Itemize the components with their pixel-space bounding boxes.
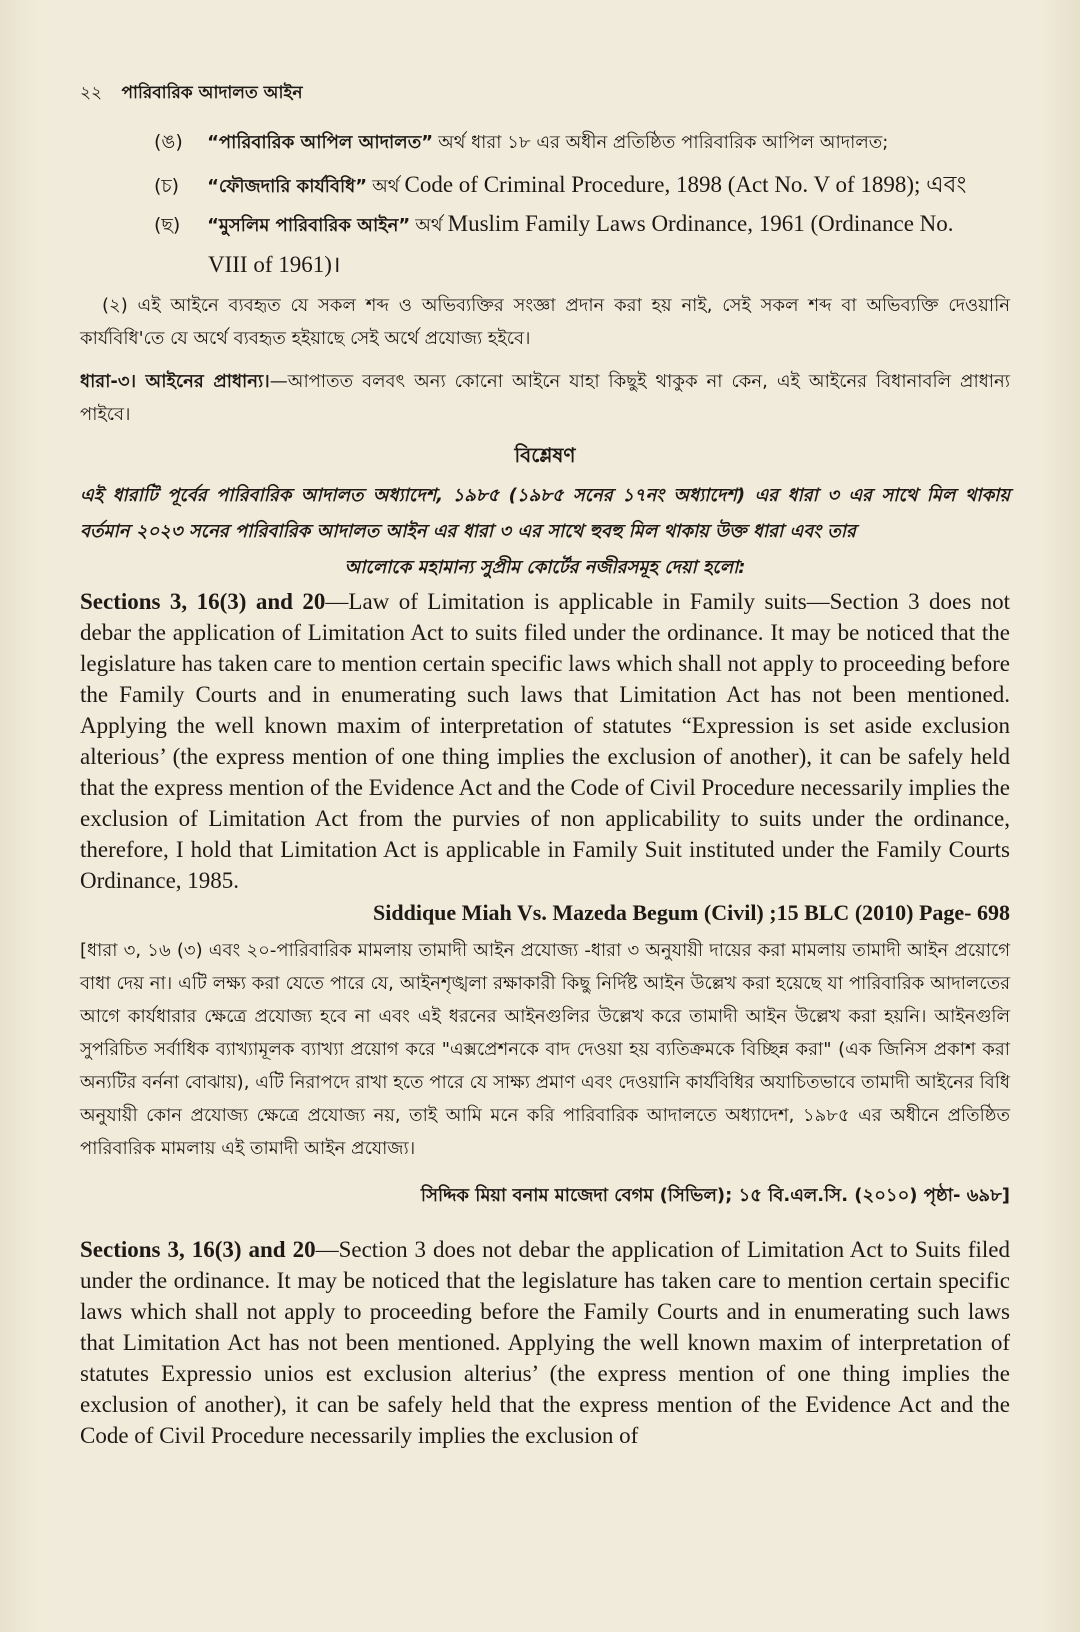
definition-meaning: অর্থ [372,176,400,197]
definition-item [154,128,1010,160]
analysis-heading: বিশ্লেষণ [514,443,576,467]
case-1-citation: Siddique Miah Vs. Mazeda Begum (Civil) ;15 BLC (2010) Page- 698 [373,900,1010,925]
definition-rest: Muslim Family Laws Ordinance, 1961 (Ordinance No. [447,211,954,236]
case-2-lead: Sections 3, 16(3) and 20 [80,1237,316,1262]
definition-term: “পারিবারিক আপিল আদালত” [207,132,434,153]
definition-meaning: অর্থ [415,215,443,236]
case-1-bangla-text: [ধারা ৩, ১৬ (৩) এবং ২০-পারিবারিক মামলায় তামাদী আইন প্রযোজ্য -ধারা ৩ অনুযায়ী দায়ের করা মামলায় তামাদী আইন প্রয়োগে বাধা দেয় না। এটি লক্ষ্য করা যেতে পারে যে, আইনশৃঙ্খলা রক্ষাকারী কিছু নির্দিষ্ট আইন উল্লেখ করা হয়েছে যা পারিবারিক আদালতের আগে কার্যধারার ক্ষেত্রে প্রযোজ্য হবে না এবং এই ধরনের আইনগুলির উল্লেখ করে তামাদী আইন উল্লেখ করা হয়নি। আইনগুলি সুপরিচিত সর্বাধিক ব্যাখ্যামূলক ব্যাখ্যা প্রয়োগ করে "এক্সপ্রেশনকে বাদ দেওয়া হয় ব্যতিক্রমকে বিচ্ছিন্ন করা" (এক জিনিস প্রকাশ করা অন্যটির বর্ননা বোঝায়), এটি নিরাপদে রাখা হতে পারে যে সাক্ষ্য প্রমাণ এবং দেওয়ানি কার্যবিধির অযাচিতভাবে তামাদী আইনের বিধি অনুযায়ী কোন প্রযোজ্য ক্ষেত্রে প্রযোজ্য নয়, তাই আমি মনে করি পারিবারিক আদালতে অধ্যাদেশ, ১৯৮৫ এর অধীনে প্রতিষ্ঠিত পারিবারিক মামলায় এই তামাদী আইন প্রযোজ্য। [80,940,1010,1159]
definition-label: (চ) [154,175,180,197]
definition-meaning: অর্থ ধারা ১৮ এর অধীন প্রতিষ্ঠিত পারিবারিক আপিল আদালত; [438,132,889,153]
definition-item [154,211,1010,243]
definition-item [154,166,1010,205]
definition-term: “ফৌজদারি কার্যবিধি” [207,176,368,197]
case-1-bangla-citation: সিদ্দিক মিয়া বনাম মাজেদা বেগম (সিভিল); ১৫ বি.এল.সি. (২০১০) পৃষ্ঠা- ৬৯৮] [420,1185,1010,1206]
case-1-lead: Sections 3, 16(3) and 20 [80,589,326,614]
case-2-body: —Section 3 does not debar the application of Limitation Act to Suits filed under the ordinance. It may be noticed that the legislature has taken care to mention certain specific laws which shall not apply to proceeding before the Family Courts and in enumerating such laws that Limitation Act has not been mentioned. Applying the well known maxim of interpretation of statutes Expressio unios est exclusion alterius’ (the express mention of one thing implies the exclusion of another), it can be safely held that the express mention of the Evidence Act and the Code of Civil Procedure necessarily implies the exclusion of [80,1237,1010,1448]
definition-term: “মুসলিম পারিবারিক আইন” [207,215,411,236]
definition-label: (ছ) [154,214,181,236]
subsection-2: (২) এই আইনে ব্যবহৃত যে সকল শব্দ ও অভিব্যক্তির সংজ্ঞা প্রদান করা হয় নাই, সেই সকল শব্দ বা অভিব্যক্তি দেওয়ানি কার্যবিধি'তে যে অর্থে ব্যবহৃত হইয়াছে সেই অর্থে প্রযোজ্য হইবে। [80,295,1010,349]
section-3 [80,365,1010,431]
case-1-body: —Law of Limitation is applicable in Family suits—Section 3 does not debar the application of Limitation Act to suits filed under the ordinance. It may be noticed that the legislature has taken care to mention certain specific laws which shall not apply to proceeding before the Family Courts and in enumerating such laws that Limitation Act has not been mentioned. Applying the well known maxim of interpretation of statutes “Expression is set aside exclusion alterious’ (the express mention of one thing implies the exclusion of another), it can be safely held that the express mention of the Evidence Act and the Code of Civil Procedure necessarily implies the exclusion of Limitation Act from the purvies of non applicability to suits under the ordinance, therefore, I hold that Limitation Act is applicable in Family Suit instituted under the Family Courts Ordinance, 1985. [80,589,1010,893]
running-title: পারিবারিক আদালত আইন [121,83,303,103]
analysis-last-line: আলোকে মহামান্য সুপ্রীম কোর্টের নজীরসমূহ দেয়া হলো: [344,557,746,578]
analysis-body: এই ধারাটি পূর্বের পারিবারিক আদালত অধ্যাদেশ, ১৯৮৫ (১৯৮৫ সনের ১৭নং অধ্যাদেশ) এর ধারা ৩ এর সাথে মিল থাকায় বর্তমান ২০২৩ সনের পারিবারিক আদালত আইন এর ধারা ৩ এর সাথে হুবহু মিল থাকায় উক্ত ধারা এবং তার [80,485,1010,542]
section-3-lead: ধারা-৩। আইনের প্রাধান্য। [80,371,270,392]
analysis-text [80,478,1010,586]
definition-continuation: VIII of 1961)। [208,252,341,277]
page-header [80,80,1010,108]
case-2-text [80,1234,1010,1451]
case-1-text [80,586,1010,896]
page-number: ২২ [80,83,103,103]
definition-label: (ঙ) [154,131,183,153]
definition-rest: Code of Criminal Procedure, 1898 (Act No. V of 1898); এবং [404,172,967,197]
section-3-text: —আপাতত বলবৎ অন্য কোনো আইনে যাহা কিছুই থাকুক না কেন, এই আইনের বিধানাবলি প্রাধান্য পাইবে। [80,371,1010,425]
